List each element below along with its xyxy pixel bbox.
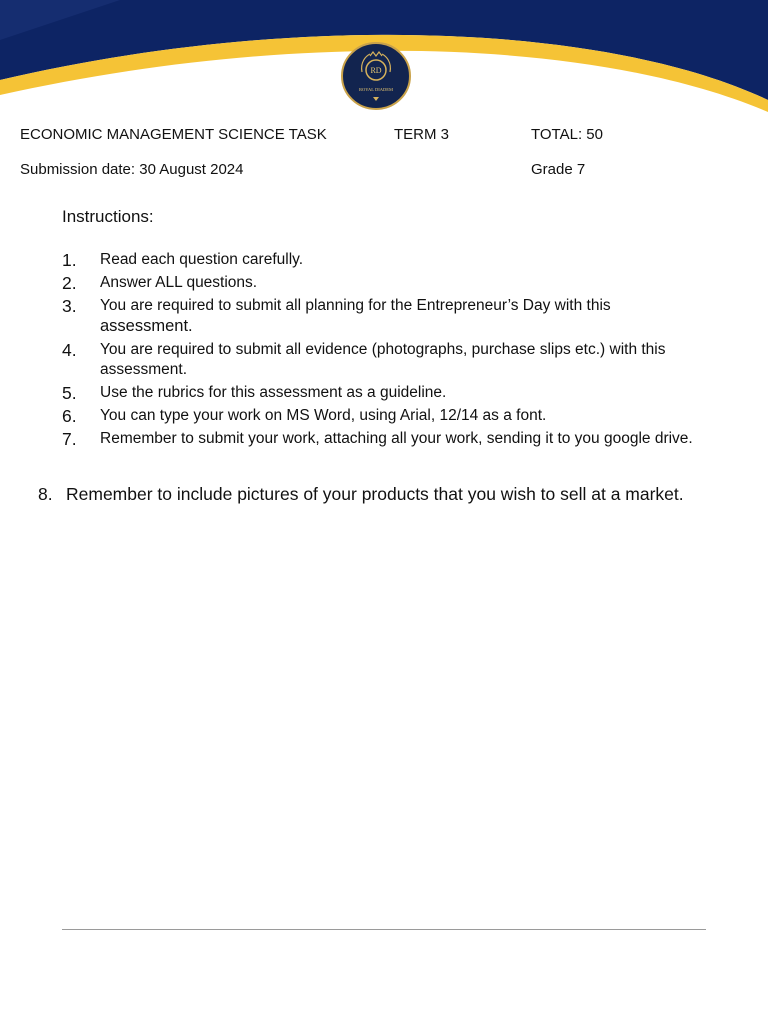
footer-divider	[62, 929, 706, 930]
list-item	[62, 340, 702, 380]
list-item	[62, 296, 702, 337]
total-marks: TOTAL: 50	[531, 126, 603, 143]
instructions-heading: Instructions:	[62, 207, 154, 226]
item-text: Remember to submit your work, attaching all your work, sending it to you google drive.	[100, 430, 693, 447]
term-label: TERM 3	[394, 126, 450, 143]
item-number: 5.	[62, 383, 77, 403]
instructions-list	[62, 250, 702, 452]
svg-text:RD: RD	[370, 66, 382, 75]
grade-label: Grade 7	[531, 161, 586, 178]
item-text: You are required to submit all evidence (photographs, purchase slips etc.) with this assessment.	[100, 341, 666, 378]
list-item	[62, 383, 702, 403]
item-text: You are required to submit all planning for the Entrepreneur’s Day with this	[100, 297, 611, 314]
list-item-8	[38, 484, 684, 505]
svg-text:ROYAL DIADEM: ROYAL DIADEM	[359, 87, 393, 92]
item-number: 3.	[62, 296, 77, 316]
item-number: 8.	[38, 484, 53, 504]
item-text-continuation: assessment.	[100, 317, 193, 335]
subject-title: ECONOMIC MANAGEMENT SCIENCE TASK	[20, 126, 327, 143]
item-number: 2.	[62, 273, 77, 293]
item-number: 1.	[62, 250, 77, 270]
list-item	[62, 406, 702, 426]
school-logo	[340, 42, 412, 110]
item-text: You can type your work on MS Word, using Arial, 12/14 as a font.	[100, 407, 547, 424]
list-item	[62, 250, 702, 270]
list-item	[62, 273, 702, 293]
item-text: Answer ALL questions.	[100, 274, 258, 291]
item-number: 6.	[62, 406, 77, 426]
item-number: 7.	[62, 429, 77, 449]
item-text: Read each question carefully.	[100, 251, 304, 268]
submission-date: Submission date: 30 August 2024	[20, 161, 244, 178]
item-text: Use the rubrics for this assessment as a guideline.	[100, 384, 447, 401]
item-number: 4.	[62, 340, 77, 360]
list-item	[62, 429, 702, 449]
item-text: Remember to include pictures of your products that you wish to sell at a market.	[66, 484, 684, 504]
